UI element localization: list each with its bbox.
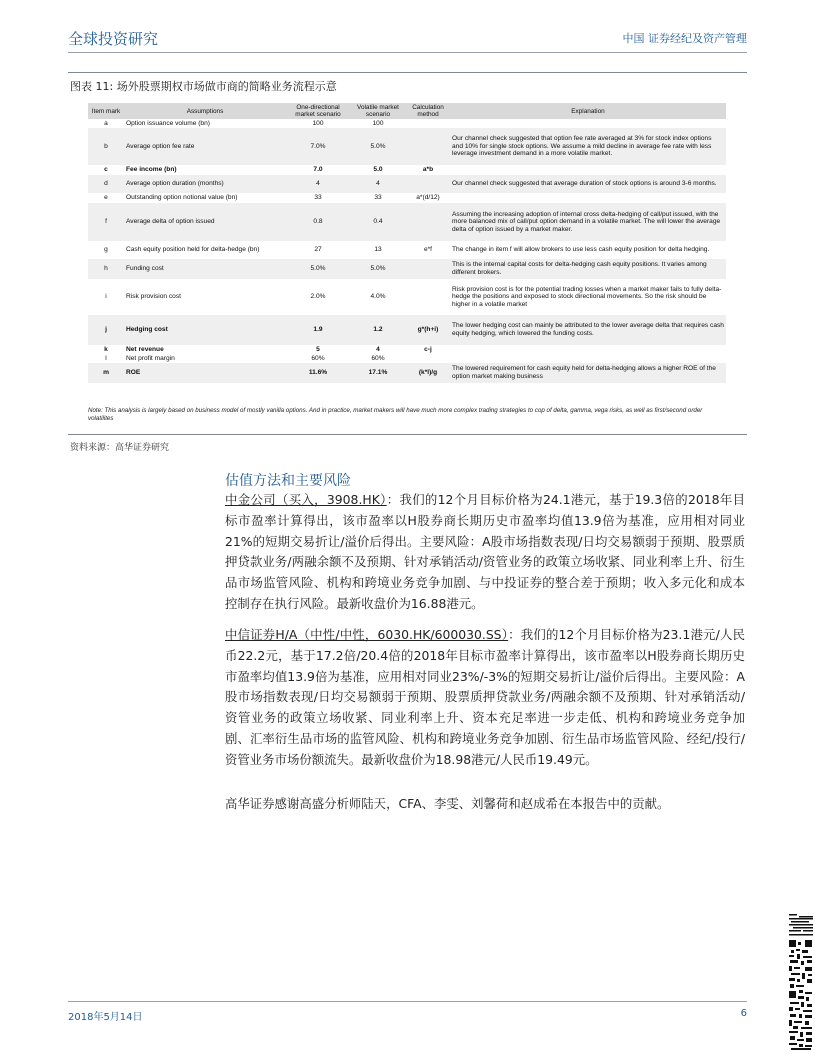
row-assumption: Hedging cost bbox=[124, 315, 286, 345]
row-volatile: 1.2 bbox=[350, 315, 406, 345]
footer-divider bbox=[68, 1001, 747, 1002]
row-mark: e bbox=[104, 194, 108, 202]
figure-top-divider bbox=[68, 72, 747, 73]
row-mark: d bbox=[88, 175, 124, 193]
row-mark: m bbox=[88, 363, 124, 383]
row-assumption: Risk provision cost bbox=[126, 293, 181, 301]
row-explanation bbox=[450, 165, 726, 175]
cicc-valuation-text: ：我们的12个月目标价格为24.1港元，基于19.3倍的2018年目标市盈率计算得出，该市盈率以H股券商长期历史市盈率均值13.9倍为基准，应用相对同业21%的短期交易折让/溢价后得出。主要风险：A股市场指数表现/日均交易额弱于预期、股票质押贷款业务/两融余额不及预期、针对承销活动/资管业务的政策立场收紧、同业利率上升、衍生品市场监管风险、机构和跨境业务竞争加剧、与中投证券的整合差于预期；收入多元化和成本控制存在执行风险。最新收盘价为16.88港元。 bbox=[225, 492, 746, 611]
table-row bbox=[88, 241, 726, 259]
row-assumption: Option issuance volume (bn) bbox=[126, 119, 210, 127]
row-calc bbox=[406, 259, 450, 279]
row-calc: g*(h+i) bbox=[406, 315, 450, 345]
row-explanation bbox=[450, 345, 726, 354]
figure-bottom-divider bbox=[68, 434, 747, 435]
table-row bbox=[88, 363, 726, 383]
col-assumptions: Assumptions bbox=[124, 103, 286, 119]
table-header-row bbox=[88, 103, 726, 119]
citic-valuation-text: ：我们的12个月目标价格为23.1港元/人民币22.2元，基于17.2倍/20.4倍的2018年目标市盈率计算得出，该市盈率以H股券商长期历史市盈率均值13.9倍为基准，应用相对同业23%/-3%的短期交易折让/溢价后得出。主要风险：A股市场指数表现/日均交易额弱于预期、股票质押贷款业务/两融余额不及预期、针对承销活动/资管业务的政策立场收紧、同业利率上升、资本充足率进一步走低、机构和跨境业务竞争加剧、汇率衍生品市场的监管风险、机构和跨境业务竞争加剧、衍生品市场监管风险、经纪/投行/资管业务市场份额流失。最新收盘价为18.98港元/人民币19.49元。 bbox=[225, 627, 746, 767]
row-one-dir: 1.9 bbox=[286, 315, 350, 345]
row-assumption: Average delta of option issued bbox=[124, 203, 286, 241]
row-mark: c bbox=[104, 166, 108, 174]
table-row bbox=[88, 175, 726, 193]
table-row bbox=[88, 259, 726, 279]
row-calc bbox=[406, 128, 450, 165]
assumption-table bbox=[88, 103, 726, 383]
table-row bbox=[88, 193, 726, 203]
row-assumption: Fee income (bn) bbox=[126, 166, 177, 174]
row-mark: b bbox=[88, 128, 124, 165]
footer-date: 2018年5月14日 bbox=[68, 1012, 143, 1023]
row-one-dir: 33 bbox=[314, 194, 322, 202]
header-divider bbox=[68, 52, 747, 53]
row-one-dir: 11.6% bbox=[286, 363, 350, 383]
row-calc bbox=[406, 279, 450, 315]
row-mark: h bbox=[88, 259, 124, 279]
row-calc: c-j bbox=[424, 345, 432, 353]
row-volatile: 0.4 bbox=[350, 203, 406, 241]
row-volatile: 33 bbox=[374, 194, 382, 202]
row-explanation: Our channel check suggested that average duration of stock options is around 3-6 months. bbox=[450, 175, 726, 193]
table-row bbox=[88, 354, 726, 363]
table-row bbox=[88, 279, 726, 315]
row-volatile: 4 bbox=[350, 175, 406, 193]
row-calc: a*b bbox=[422, 166, 434, 174]
figure-source: 资料来源：高华证券研究 bbox=[70, 443, 170, 453]
row-calc: (k*l)/g bbox=[406, 363, 450, 383]
row-explanation: The lower hedging cost can mainly be attributed to the lower average delta that requires cash equity hedging, which lowered the funding costs. bbox=[450, 315, 726, 345]
row-assumption: Net profit margin bbox=[126, 354, 175, 362]
row-one-dir: 4 bbox=[286, 175, 350, 193]
row-assumption: Funding cost bbox=[124, 259, 286, 279]
row-one-dir: 60% bbox=[311, 354, 325, 362]
table-row bbox=[88, 315, 726, 345]
row-mark: f bbox=[88, 203, 124, 241]
row-volatile: 5.0% bbox=[350, 259, 406, 279]
table-row bbox=[88, 165, 726, 175]
qr-code-icon bbox=[787, 912, 815, 1052]
row-explanation: Risk provision cost is for the potential trading losses when a market maker fails to fully delta-hedge the positions and exposed to stock directional movements. So the risk should be higher in a volatile market bbox=[452, 285, 722, 308]
row-volatile: 100 bbox=[372, 119, 384, 127]
row-one-dir: 0.8 bbox=[286, 203, 350, 241]
page-number: 6 bbox=[740, 1008, 747, 1019]
cicc-rating-link[interactable]: 中金公司（买入，3908.HK） bbox=[225, 492, 387, 507]
row-mark: j bbox=[88, 315, 124, 345]
row-explanation: This is the internal capital costs for delta-hedging cash equity positions. It varies among different brokers. bbox=[450, 259, 726, 279]
section-title: 估值方法和主要风险 bbox=[225, 473, 351, 489]
header-title: 全球投资研究 bbox=[68, 30, 159, 48]
row-volatile: 4 bbox=[376, 345, 380, 353]
row-explanation: The change in item f will allow brokers to use less cash equity position for delta hedging. bbox=[452, 246, 710, 254]
row-calc bbox=[406, 119, 450, 128]
row-calc: e*f bbox=[423, 246, 433, 254]
row-explanation: Our channel check suggested that option fee rate averaged at 3% for stock index options and 10% for single stock options. We assume a mild decline in average fee rate with less leverage investment demand in a more volatile market. bbox=[450, 128, 726, 165]
row-one-dir: 7.0% bbox=[286, 128, 350, 165]
row-volatile: 5.0% bbox=[350, 128, 406, 165]
table-row bbox=[88, 203, 726, 241]
table-row bbox=[88, 119, 726, 128]
row-explanation: Assuming the increasing adoption of internal cross delta-hedging of call/put issued, with the more balanced mix of call/put option demand in a volatile market. The will lower the average delta of option issued by a market maker. bbox=[450, 203, 726, 241]
table-row bbox=[88, 128, 726, 165]
figure-title: 图表 11: 场外股票期权市场做市商的简略业务流程示意 bbox=[70, 80, 337, 93]
row-volatile: 13 bbox=[374, 246, 382, 254]
col-item-mark: Item mark bbox=[88, 103, 124, 119]
col-volatile: Volatile market scenario bbox=[350, 103, 406, 119]
row-assumption: Net revenue bbox=[126, 345, 164, 353]
header-subtitle: 中国 证券经纪及资产管理 bbox=[622, 32, 747, 45]
row-calc bbox=[406, 203, 450, 241]
row-one-dir: 27 bbox=[314, 246, 322, 254]
row-one-dir: 100 bbox=[312, 119, 324, 127]
row-explanation bbox=[450, 193, 726, 203]
row-one-dir: 5.0% bbox=[286, 259, 350, 279]
paragraph-cicc bbox=[225, 490, 745, 615]
row-volatile: 5.0 bbox=[373, 166, 383, 174]
row-volatile: 17.1% bbox=[350, 363, 406, 383]
col-explanation: Explanation bbox=[450, 103, 726, 119]
paragraph-citic bbox=[225, 625, 745, 771]
row-mark: l bbox=[105, 354, 107, 362]
row-assumption: Average option fee rate bbox=[124, 128, 286, 165]
row-assumption: Cash equity position held for delta-hedge (bn) bbox=[126, 246, 260, 254]
row-explanation bbox=[450, 354, 726, 363]
row-explanation bbox=[450, 119, 726, 128]
row-assumption: ROE bbox=[124, 363, 286, 383]
paragraph-acknowledgement: 高华证券感谢高盛分析师陆天，CFA、李雯、刘馨荷和赵成希在本报告中的贡献。 bbox=[225, 796, 670, 811]
row-calc: a*(d/12) bbox=[416, 194, 440, 202]
row-mark: a bbox=[104, 119, 108, 127]
row-calc bbox=[406, 175, 450, 193]
citic-rating-link[interactable]: 中信证券H/A（中性/中性，6030.HK/600030.SS） bbox=[225, 627, 509, 642]
row-volatile: 60% bbox=[371, 354, 385, 362]
table-note: Note: This analysis is largely based on business model of mostly vanilla options. And in practice, market makers will have much more complex trading strategies to cop of delta, gamma, vega risks, as well as first/second order volatilites bbox=[88, 407, 703, 422]
row-mark: k bbox=[104, 345, 108, 353]
col-one-directional: One-directional market scenario bbox=[286, 103, 350, 119]
row-mark: i bbox=[105, 293, 107, 301]
row-explanation: The lowered requirement for cash equity held for delta-hedging allows a higher ROE of the option market making business bbox=[450, 363, 726, 383]
row-assumption: Average option duration (months) bbox=[124, 175, 286, 193]
row-calc bbox=[406, 354, 450, 363]
row-mark: g bbox=[104, 246, 108, 254]
row-one-dir: 2.0% bbox=[310, 293, 326, 301]
row-one-dir: 7.0 bbox=[313, 166, 323, 174]
col-calc-method: Calculation method bbox=[406, 103, 450, 119]
row-assumption: Outstanding option notional value (bn) bbox=[126, 194, 238, 202]
row-one-dir: 5 bbox=[316, 345, 320, 353]
table-row bbox=[88, 345, 726, 354]
row-volatile: 4.0% bbox=[370, 293, 386, 301]
